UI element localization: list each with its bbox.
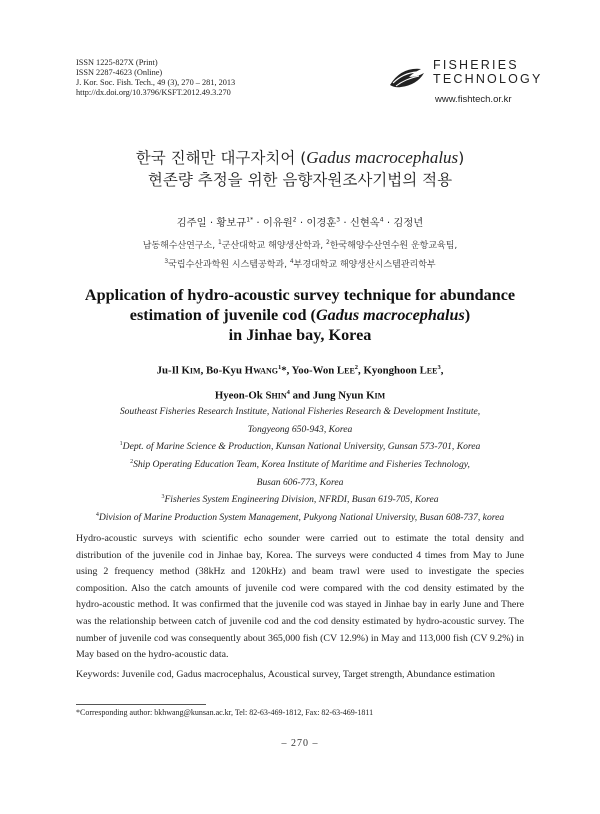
korean-aff-line-1 <box>0 235 600 254</box>
affiliation: 군산대학교 해양생산학과, <box>221 241 327 251</box>
english-authors <box>0 357 600 406</box>
aff-sup: 3 <box>164 258 169 265</box>
affiliation: Southeast Fisheries Research Institute, National Fisheries Research & Development Institute, <box>119 406 481 418</box>
journal-url[interactable]: www.fishtech.or.kr <box>435 94 512 105</box>
author-sup: 2 <box>354 364 359 371</box>
aff-sup: 1 <box>217 239 222 246</box>
affiliation: Ship Operating Education Team, Korea Institute of Maritime and Fisheries Technology, <box>133 459 470 471</box>
korean-title <box>0 147 600 191</box>
english-aff-line <box>0 490 600 508</box>
author-sep: · <box>383 217 394 229</box>
english-title-line-3: in Jinhae bay, Korea <box>228 326 372 344</box>
english-affiliations <box>0 402 600 526</box>
issn-print: ISSN 1225-827X (Print) <box>76 58 158 67</box>
footnote-divider <box>76 704 206 705</box>
author-sep: · <box>340 217 350 229</box>
author-last: Lee <box>419 364 438 377</box>
author-first: Ju-Il <box>156 364 182 377</box>
doi-link[interactable]: http://dx.doi.org/10.3796/KSFT.2012.49.3.270 <box>76 88 231 97</box>
author-last: Lee <box>336 364 355 377</box>
affiliation: Busan 606-773, Korea <box>256 476 344 488</box>
author-sup: 2 <box>292 216 297 224</box>
author-first: Jung Nyun <box>312 389 367 402</box>
aff-sup: 3 <box>161 494 165 501</box>
author: 이경훈 <box>306 217 337 229</box>
author-sup: 3 <box>437 364 441 371</box>
author-sup: 3 <box>336 216 341 224</box>
affiliation: Dept. of Marine Science & Production, Kunsan National University, Gunsan 573-701, Korea <box>122 441 481 453</box>
english-aff-line <box>0 455 600 473</box>
author: 이유원 <box>262 217 293 229</box>
korean-title-text: 한국 진해만 대구자치어 ( <box>135 149 307 167</box>
aff-sup: 1 <box>119 441 123 448</box>
author-sup: 1 <box>277 364 282 371</box>
logo-line-fisheries: FISHERIES <box>433 58 519 72</box>
issn-online: ISSN 2287-4623 (Online) <box>76 68 163 77</box>
author-first: Kyonghoon <box>363 364 420 377</box>
english-aff-line <box>0 473 600 491</box>
author-last: Shin <box>265 389 287 402</box>
corresponding-mark: * <box>281 364 287 377</box>
author-sup: 1* <box>246 216 254 224</box>
aff-sup: 2 <box>326 239 330 246</box>
author: 신현옥 <box>349 217 380 229</box>
author-sep: , <box>358 364 364 377</box>
author-sep: · <box>206 217 217 229</box>
logo-line-technology: TECHNOLOGY <box>433 71 543 86</box>
journal-meta <box>76 58 235 98</box>
affiliation: 남동해수산연구소, <box>142 241 218 251</box>
english-title-paren: ) <box>464 306 471 324</box>
english-title <box>0 285 600 345</box>
author-sep: · <box>253 217 263 229</box>
corresponding-author-footnote: *Corresponding author: bkhwang@kunsan.ac.kr, Tel: 82-63-469-1812, Fax: 82-63-469-1811 <box>76 708 374 717</box>
korean-title-paren: ) <box>458 149 465 167</box>
author-first: Hyeon-Ok <box>214 389 266 402</box>
author: 김주일 <box>176 217 207 229</box>
english-title-text: estimation of juvenile cod ( <box>129 306 316 324</box>
affiliation: Fisheries System Engineering Division, NFRDI, Busan 619-705, Korea <box>164 494 439 506</box>
english-aff-line <box>0 508 600 526</box>
author-sup: 4 <box>286 388 290 396</box>
korean-authors <box>0 214 600 229</box>
author-last: Hwang <box>244 364 278 377</box>
author-and: and <box>289 389 313 402</box>
aff-sup: 4 <box>289 258 294 265</box>
page-number: – 270 – <box>281 738 319 749</box>
affiliation: Tongyeong 650-943, Korea <box>247 423 353 435</box>
affiliation: 국립수산과학원 시스템공학과, <box>168 260 290 270</box>
english-title-line-1: Application of hydro-acoustic survey technique for abundance <box>84 286 516 304</box>
author-sep: , <box>286 364 292 377</box>
aff-sup: 2 <box>130 459 134 466</box>
author-last: Kim <box>366 389 386 402</box>
logo-wordmark <box>433 59 543 86</box>
english-authors-line-1 <box>0 357 600 382</box>
affiliation: 부경대학교 해양생산시스템관리학부 <box>293 260 436 270</box>
english-aff-line <box>0 437 600 455</box>
author: 황보규 <box>216 217 247 229</box>
korean-title-line-2: 현존량 추정을 위한 음향자원조사기법의 적용 <box>147 171 453 189</box>
korean-title-line-1 <box>0 147 600 169</box>
author-first: Bo-Kyu <box>205 364 245 377</box>
author-sep: , <box>200 364 206 377</box>
author-first: Yoo-Won <box>291 364 337 377</box>
citation: J. Kor. Soc. Fish. Tech., 49 (3), 270 – 281, 2013 <box>76 78 236 87</box>
fish-emblem-icon <box>387 63 427 93</box>
keywords: Keywords: Juvenile cod, Gadus macrocephalus, Acoustical survey, Target strength, Abundance estimation <box>76 669 495 680</box>
author-sup: 4 <box>379 216 384 224</box>
author-last: Kim <box>181 364 201 377</box>
english-aff-line <box>0 402 600 420</box>
aff-sup: 4 <box>95 512 99 519</box>
author-sep: , <box>440 364 444 377</box>
affiliation: 한국해양수산연수원 운항교육팀, <box>329 241 458 251</box>
korean-aff-line-2 <box>0 254 600 273</box>
affiliation: Division of Marine Production System Management, Pukyong National University, Busan 608-737, korea <box>98 512 505 524</box>
author-sep: · <box>296 217 307 229</box>
english-title-line-2 <box>0 305 600 325</box>
korean-title-species: Gadus macrocephalus <box>306 148 459 167</box>
journal-logo <box>387 57 543 107</box>
author: 김정년 <box>393 217 424 229</box>
korean-affiliations <box>0 235 600 273</box>
abstract: Hydro-acoustic surveys with scientific echo sounder were carried out to estimate the total density and distribution of the juvenile cod in Jinhae bay, Korea. The surveys were conducted 4 times from May to June using 2 frequency method (38kHz and 120kHz) and beam trawl were used to investigate the species composition. Also the catch amounts of juvenile cod were compared with the cod density estimated by the hydro-acoustic method. It was confirmed that the juvenile cod was stayed in Jinhae bay in early June and There was the relationship between catch of juvenile cod and the cod density estimated by hydro-acoustic survey. The number of juvenile cod was consequently about 365,000 fish (CV 12.9%) in May and 113,000 fish (CV 9.2%) in May based on the hydro-acoustic data. <box>76 533 524 661</box>
english-aff-line <box>0 420 600 438</box>
english-title-species: Gadus macrocephalus <box>315 306 465 324</box>
